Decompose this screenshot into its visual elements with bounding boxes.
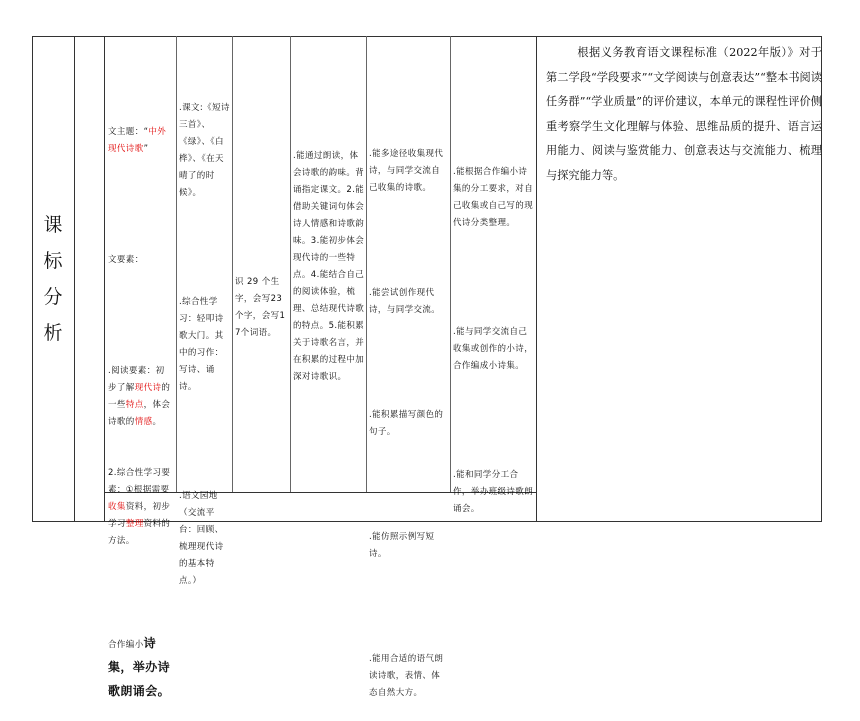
task-item: .能与同学交流自己收集或创作的小诗，合作编成小诗集。 <box>453 327 534 371</box>
goals-cell <box>293 114 365 403</box>
task-cell <box>453 130 535 535</box>
column-divider <box>176 36 177 492</box>
unit-task: 合作编小诗集，举办诗歌朗诵会。 <box>108 636 171 698</box>
texts-item: .课文:《短诗三首》、《绿》、《白桦》、《在天晴了的时候》。 <box>179 103 230 198</box>
expression-item: .能用合适的语气朗读诗歌，表情、体态自然大方。 <box>369 654 444 698</box>
literacy-cell <box>235 240 289 359</box>
column-divider <box>366 36 367 492</box>
column-divider <box>536 36 537 522</box>
elements-label: 文要素： <box>108 255 144 265</box>
unit-theme: 文主题：“中外现代诗歌” <box>108 127 167 154</box>
reading-element: .阅读要素：初步了解现代诗的一些特点，体会诗歌的情感。 <box>108 366 171 427</box>
content-cell <box>179 66 231 607</box>
side-title <box>32 36 74 522</box>
column-divider <box>290 36 291 492</box>
goals-item: .能通过朗读，体会诗歌的韵味。背诵指定课文。2.能借助关键词句体会诗人情感和诗歌韵味。3.能初步体会现代诗的一些特点。4.能结合自己的阅读体验，梳理、总结现代诗歌的特点。5.能积累关于诗歌名言，并在积累的过程中加深对诗歌识。 <box>293 151 365 382</box>
unit-elements-cell <box>108 90 172 721</box>
expression-cell <box>369 112 449 719</box>
expression-item: .能尝试创作现代诗，与同学交流。 <box>369 288 441 315</box>
comprehensive-item: .综合性学习：轻叩诗歌大门。其中的习作：写诗、诵诗。 <box>179 297 224 392</box>
expression-item: .能仿照示例写短诗。 <box>369 532 435 559</box>
column-divider <box>450 36 451 492</box>
column-divider <box>104 36 105 522</box>
standards-analysis-text: 根据义务教育语文课程标准（2022年版）》对于第二学段“学段要求”“文学阅读与创意表达”“整本书阅读任务群”“学业质量”的评价建议，本单元的课程性评价侧重考察学生文化理解与体验、思维品质的提升、语言运用能力、阅读与鉴赏能力、创意表达与交流能力、梳理与探究能力等。 <box>546 46 822 182</box>
column-divider <box>232 36 233 492</box>
side-title-char: 标 <box>43 249 63 272</box>
side-title-char: 课 <box>43 213 63 236</box>
expression-item: .能积累描写颜色的句子。 <box>369 410 444 437</box>
task-item: .能和同学分工合作，举办班级诗歌朗诵会。 <box>453 470 534 514</box>
literacy-item: 识 29 个生字，会写23个字，会写17个词语。 <box>235 277 286 338</box>
side-title-char: 析 <box>43 322 63 345</box>
task-item: .能根据合作编小诗集的分工要求，对自己收集或自己写的现代诗分类整理。 <box>453 167 534 228</box>
practice-element: 2.综合性学习要素：①根据需要收集资料，初步学习整理资料的方法。 <box>108 468 171 546</box>
garden-item: .语文园地（交流平台：回顾、梳理现代诗的基本特点。） <box>179 491 224 586</box>
expression-item: .能多途径收集现代诗，与同学交流自己收集的诗歌。 <box>369 149 444 193</box>
column-divider <box>74 36 75 522</box>
side-title-char: 分 <box>43 286 63 308</box>
